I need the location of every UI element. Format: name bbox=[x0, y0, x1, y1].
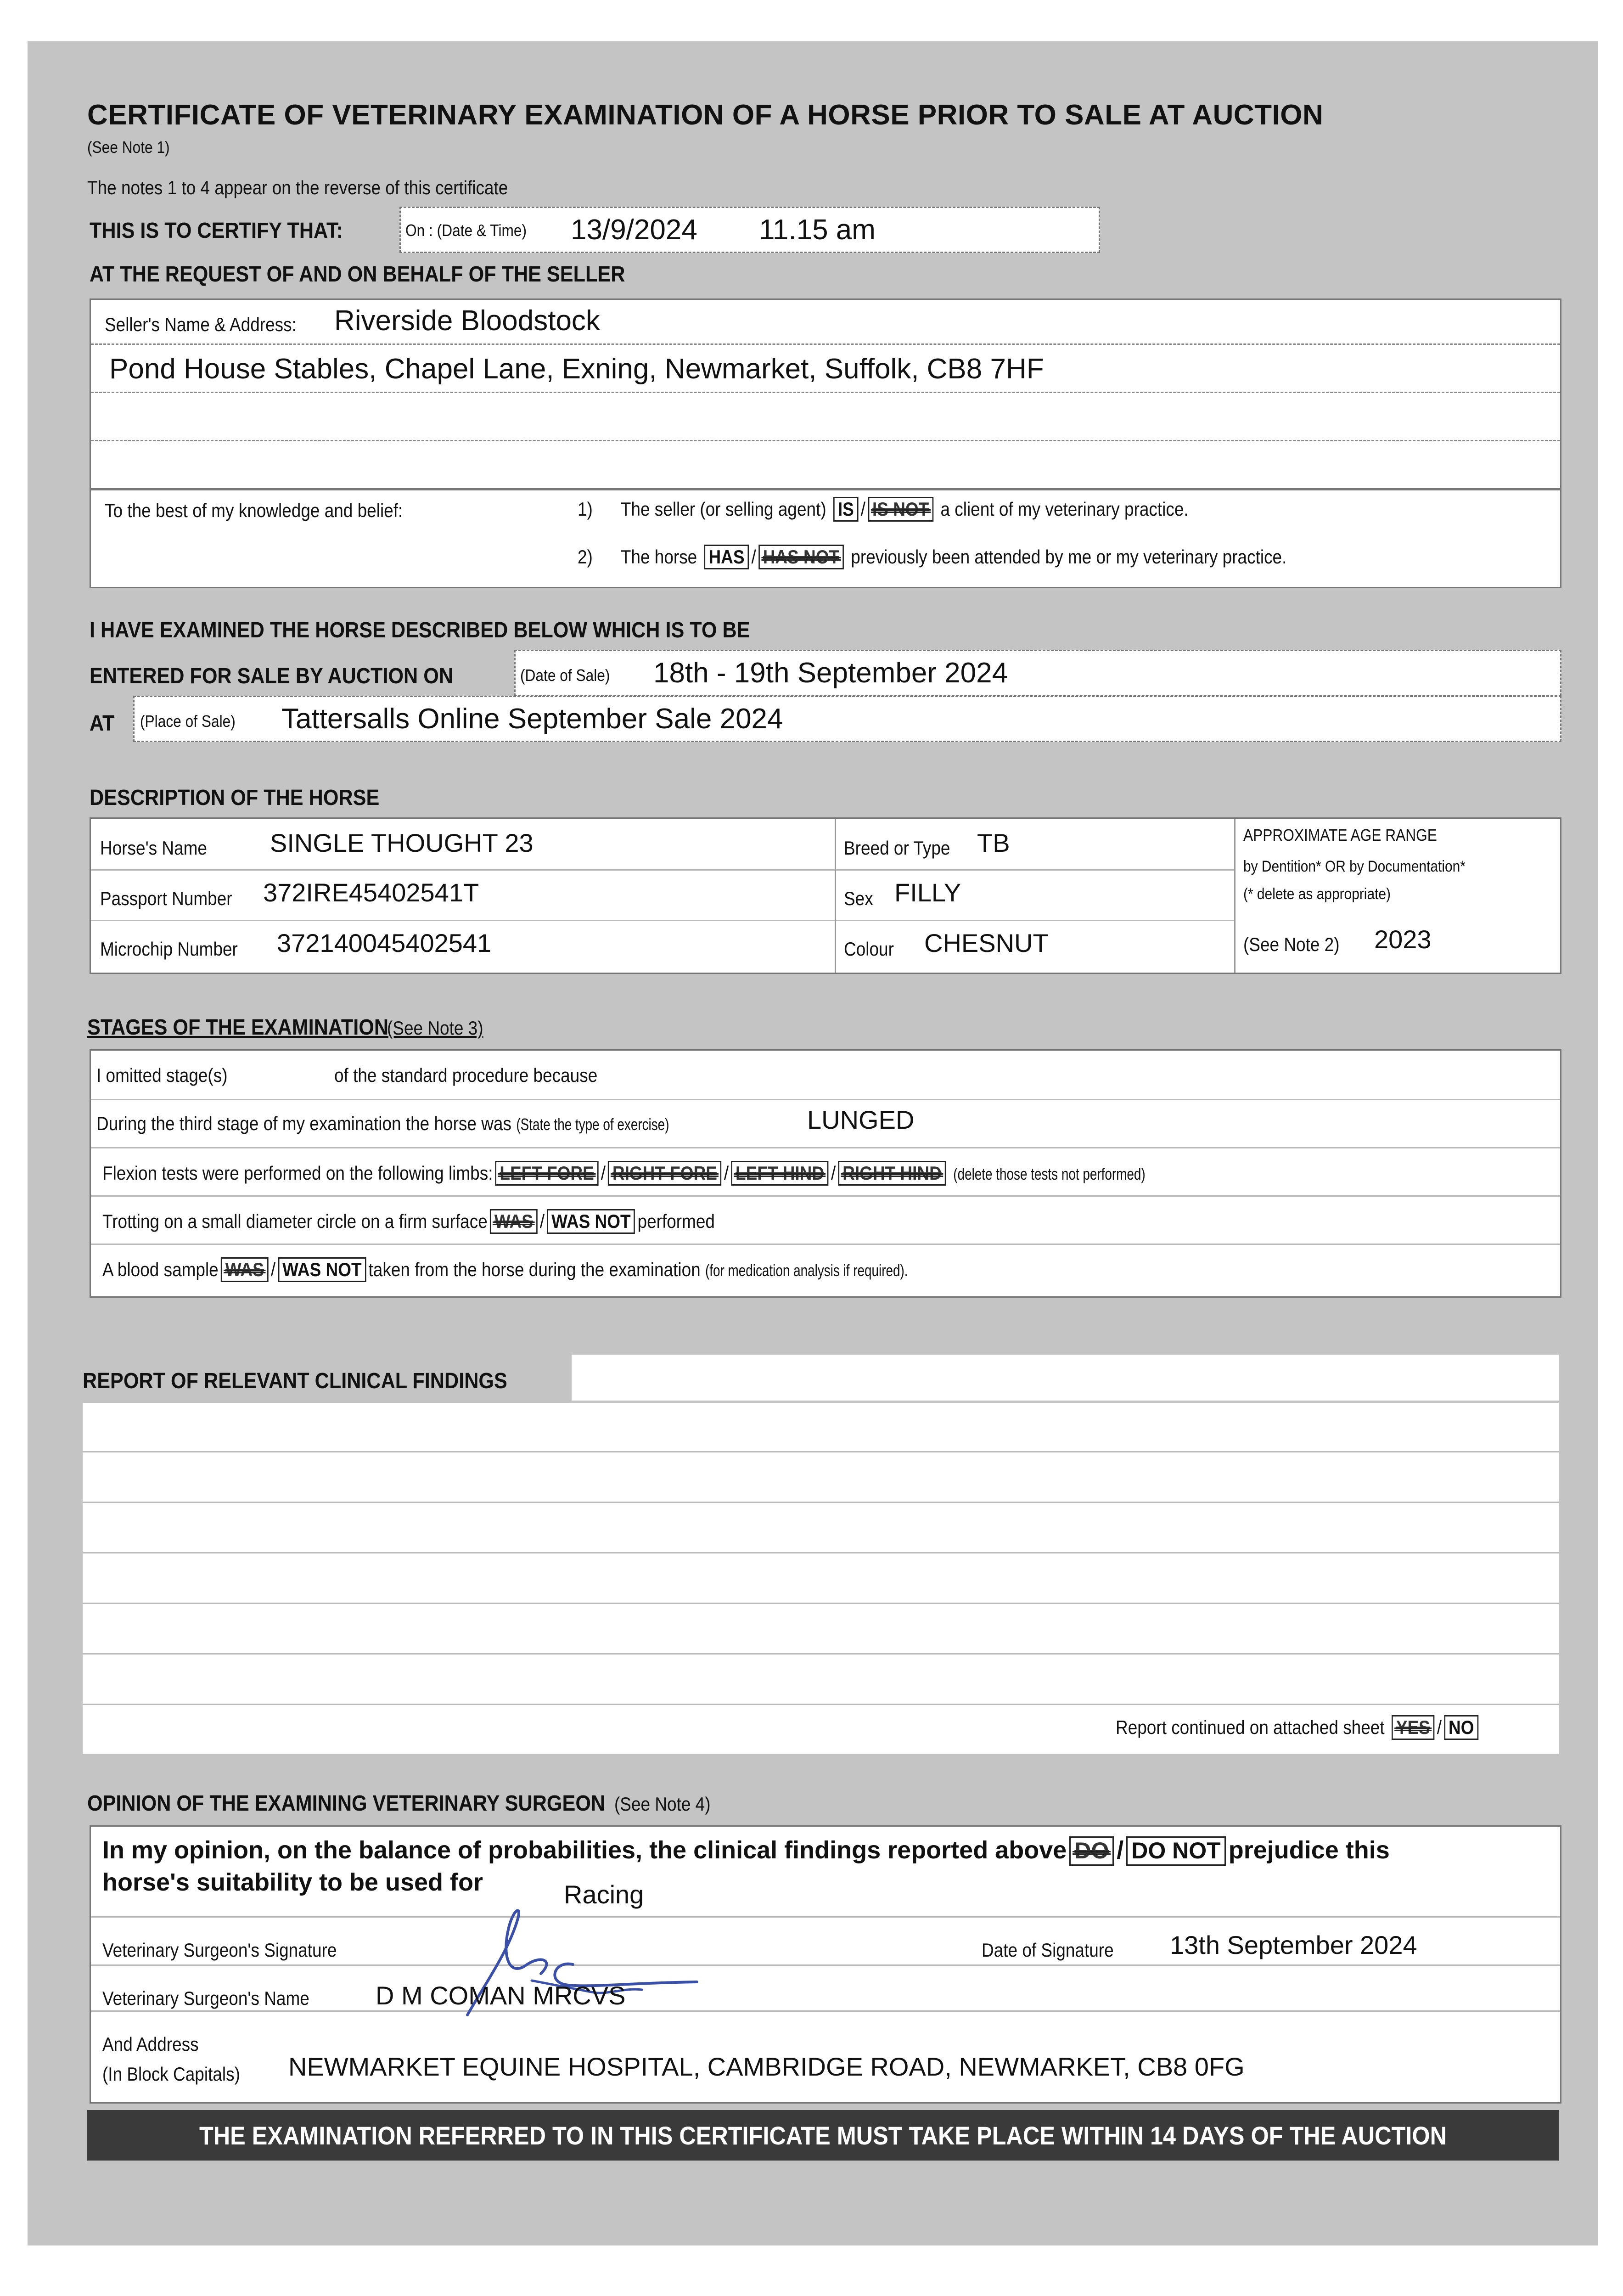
opinion-heading-row bbox=[87, 1791, 724, 1816]
third-stage-row: During the third stage of my examination the horse was (State the type of exercise) bbox=[96, 1113, 669, 1134]
stages-heading-row bbox=[87, 1015, 496, 1040]
age-see-note: (See Note 2) bbox=[1243, 934, 1340, 955]
opinion-do[interactable]: DO bbox=[1069, 1836, 1114, 1866]
entered-label: ENTERED FOR SALE BY AUCTION ON bbox=[90, 664, 454, 688]
knowledge-label: To the best of my knowledge and belief: bbox=[105, 500, 403, 521]
horse-name-label: Horse's Name bbox=[100, 837, 207, 859]
report-heading: REPORT OF RELEVANT CLINICAL FINDINGS bbox=[83, 1369, 507, 1393]
seller-address[interactable]: Pond House Stables, Chapel Lane, Exning, Newmarket, Suffolk, CB8 7HF bbox=[109, 353, 1044, 385]
stages-table bbox=[90, 1049, 1561, 1298]
omitted-post: of the standard procedure because bbox=[334, 1064, 598, 1086]
datetime-label: On : (Date & Time) bbox=[405, 221, 527, 240]
horse-name[interactable]: SINGLE THOUGHT 23 bbox=[270, 828, 534, 857]
sex-value[interactable]: FILLY bbox=[894, 878, 961, 907]
blood-was[interactable]: WAS bbox=[221, 1257, 269, 1282]
seller-name[interactable]: Riverside Bloodstock bbox=[334, 305, 600, 337]
opinion-block bbox=[90, 1825, 1561, 2104]
examined-label: I HAVE EXAMINED THE HORSE DESCRIBED BELOW WHICH IS TO BE bbox=[90, 618, 750, 642]
flexion-right-fore[interactable]: RIGHT FORE bbox=[608, 1161, 721, 1186]
trotting-row: Trotting on a small diameter circle on a firm surface WAS / WAS NOT performed bbox=[102, 1209, 715, 1234]
trotting-was-not[interactable]: WAS NOT bbox=[547, 1209, 635, 1234]
continued-no[interactable]: NO bbox=[1444, 1715, 1478, 1740]
has-not-option[interactable]: HAS NOT bbox=[758, 545, 844, 569]
place-of-sale: Tattersalls Online September Sale 2024 bbox=[281, 703, 783, 735]
place-of-sale-label: (Place of Sale) bbox=[140, 712, 236, 731]
flexion-left-hind[interactable]: LEFT HIND bbox=[731, 1161, 828, 1186]
exercise-value[interactable]: LUNGED bbox=[807, 1105, 915, 1134]
opinion-do-not[interactable]: DO NOT bbox=[1126, 1836, 1225, 1866]
certify-label: THIS IS TO CERTIFY THAT: bbox=[90, 219, 343, 243]
knowledge-block bbox=[90, 489, 1561, 588]
continued-yes[interactable]: YES bbox=[1392, 1715, 1434, 1740]
age-delete-note: (* delete as appropriate) bbox=[1243, 885, 1391, 903]
age-heading: APPROXIMATE AGE RANGE bbox=[1243, 826, 1437, 844]
description-heading: DESCRIPTION OF THE HORSE bbox=[90, 786, 380, 810]
has-option[interactable]: HAS bbox=[704, 545, 749, 569]
sex-label: Sex bbox=[844, 888, 873, 909]
report-continued-row: Report continued on attached sheet YES / NO bbox=[1116, 1715, 1481, 1740]
microchip-label: Microchip Number bbox=[100, 938, 238, 960]
blood-row: A blood sample WAS / WAS NOT taken from the horse during the examination (for medication analysis if required). bbox=[102, 1257, 936, 1282]
stages-heading: STAGES OF THE EXAMINATION bbox=[87, 1015, 389, 1040]
date-of-sale-label: (Date of Sale) bbox=[520, 666, 610, 685]
flexion-row: Flexion tests were performed on the following limbs: LEFT FORE / RIGHT FORE / LEFT HIND / RIGHT HIND (delete those tests not performed) bbox=[102, 1161, 1172, 1186]
omitted-label: I omitted stage(s) bbox=[96, 1064, 228, 1086]
exam-date: 13/9/2024 bbox=[571, 214, 697, 246]
place-of-sale-field[interactable] bbox=[133, 696, 1561, 742]
stages-note: (See Note 3) bbox=[387, 1017, 483, 1039]
vet-name[interactable]: D M COMAN MRCVS bbox=[376, 1981, 626, 2010]
at-label: AT bbox=[90, 711, 115, 736]
colour-label: Colour bbox=[844, 938, 894, 960]
colour-value[interactable]: CHESNUT bbox=[924, 929, 1049, 957]
suitability-use[interactable]: Racing bbox=[564, 1880, 644, 1909]
blood-was-not[interactable]: WAS NOT bbox=[278, 1257, 366, 1282]
client-statement: 1) The seller (or selling agent) IS / IS NOT a client of my veterinary practice. bbox=[578, 497, 1189, 522]
attended-statement: 2) The horse HAS / HAS NOT previously been attended by me or my veterinary practice. bbox=[578, 545, 1286, 569]
footer-notice: THE EXAMINATION REFERRED TO IN THIS CERTIFICATE MUST TAKE PLACE WITHIN 14 DAYS OF THE AUCTION bbox=[87, 2110, 1559, 2161]
date-of-sale-field[interactable] bbox=[514, 650, 1561, 696]
microchip-number[interactable]: 372140045402541 bbox=[277, 929, 492, 957]
address-label: And Address bbox=[102, 2033, 199, 2055]
opinion-heading: OPINION OF THE EXAMINING VETERINARY SURGEON bbox=[87, 1791, 606, 1816]
opinion-note: (See Note 4) bbox=[614, 1793, 711, 1815]
report-line-first[interactable] bbox=[572, 1355, 1559, 1401]
signature-label: Veterinary Surgeon's Signature bbox=[102, 1939, 337, 1961]
report-findings-area[interactable] bbox=[83, 1403, 1559, 1754]
age-value[interactable]: 2023 bbox=[1374, 925, 1432, 954]
certificate-title: CERTIFICATE OF VETERINARY EXAMINATION OF A HORSE PRIOR TO SALE AT AUCTION bbox=[87, 99, 1324, 131]
opinion-line-1: In my opinion, on the balance of probabilities, the clinical findings reported above DO / DO NOT prejudice this bbox=[102, 1836, 1390, 1866]
date-of-sale: 18th - 19th September 2024 bbox=[653, 657, 1008, 689]
is-option[interactable]: IS bbox=[833, 497, 858, 522]
seller-name-label: Seller's Name & Address: bbox=[105, 314, 297, 335]
address-block-capitals: (In Block Capitals) bbox=[102, 2063, 240, 2085]
description-table bbox=[90, 817, 1561, 974]
passport-number[interactable]: 372IRE45402541T bbox=[263, 878, 479, 907]
passport-label: Passport Number bbox=[100, 888, 232, 909]
request-label: AT THE REQUEST OF AND ON BEHALF OF THE SELLER bbox=[90, 262, 625, 287]
breed-label: Breed or Type bbox=[844, 837, 950, 859]
vet-address[interactable]: NEWMARKET EQUINE HOSPITAL, CAMBRIDGE ROAD, NEWMARKET, CB8 0FG bbox=[288, 2052, 1245, 2081]
date-of-signature-label: Date of Signature bbox=[982, 1939, 1114, 1961]
flexion-right-hind[interactable]: RIGHT HIND bbox=[838, 1161, 946, 1186]
seller-block bbox=[90, 298, 1561, 490]
opinion-line-2: horse's suitability to be used for bbox=[102, 1868, 483, 1896]
datetime-field[interactable] bbox=[399, 207, 1100, 253]
breed-value[interactable]: TB bbox=[977, 828, 1010, 857]
trotting-was[interactable]: WAS bbox=[490, 1209, 538, 1234]
flexion-left-fore[interactable]: LEFT FORE bbox=[495, 1161, 599, 1186]
date-of-signature[interactable]: 13th September 2024 bbox=[1170, 1930, 1417, 1959]
notes-text: The notes 1 to 4 appear on the reverse of this certificate bbox=[87, 177, 508, 198]
age-method: by Dentition* OR by Documentation* bbox=[1243, 858, 1466, 875]
title-note: (See Note 1) bbox=[87, 138, 170, 157]
vet-name-label: Veterinary Surgeon's Name bbox=[102, 1987, 309, 2009]
is-not-option[interactable]: IS NOT bbox=[868, 497, 933, 522]
exam-time: 11.15 am bbox=[759, 214, 876, 246]
